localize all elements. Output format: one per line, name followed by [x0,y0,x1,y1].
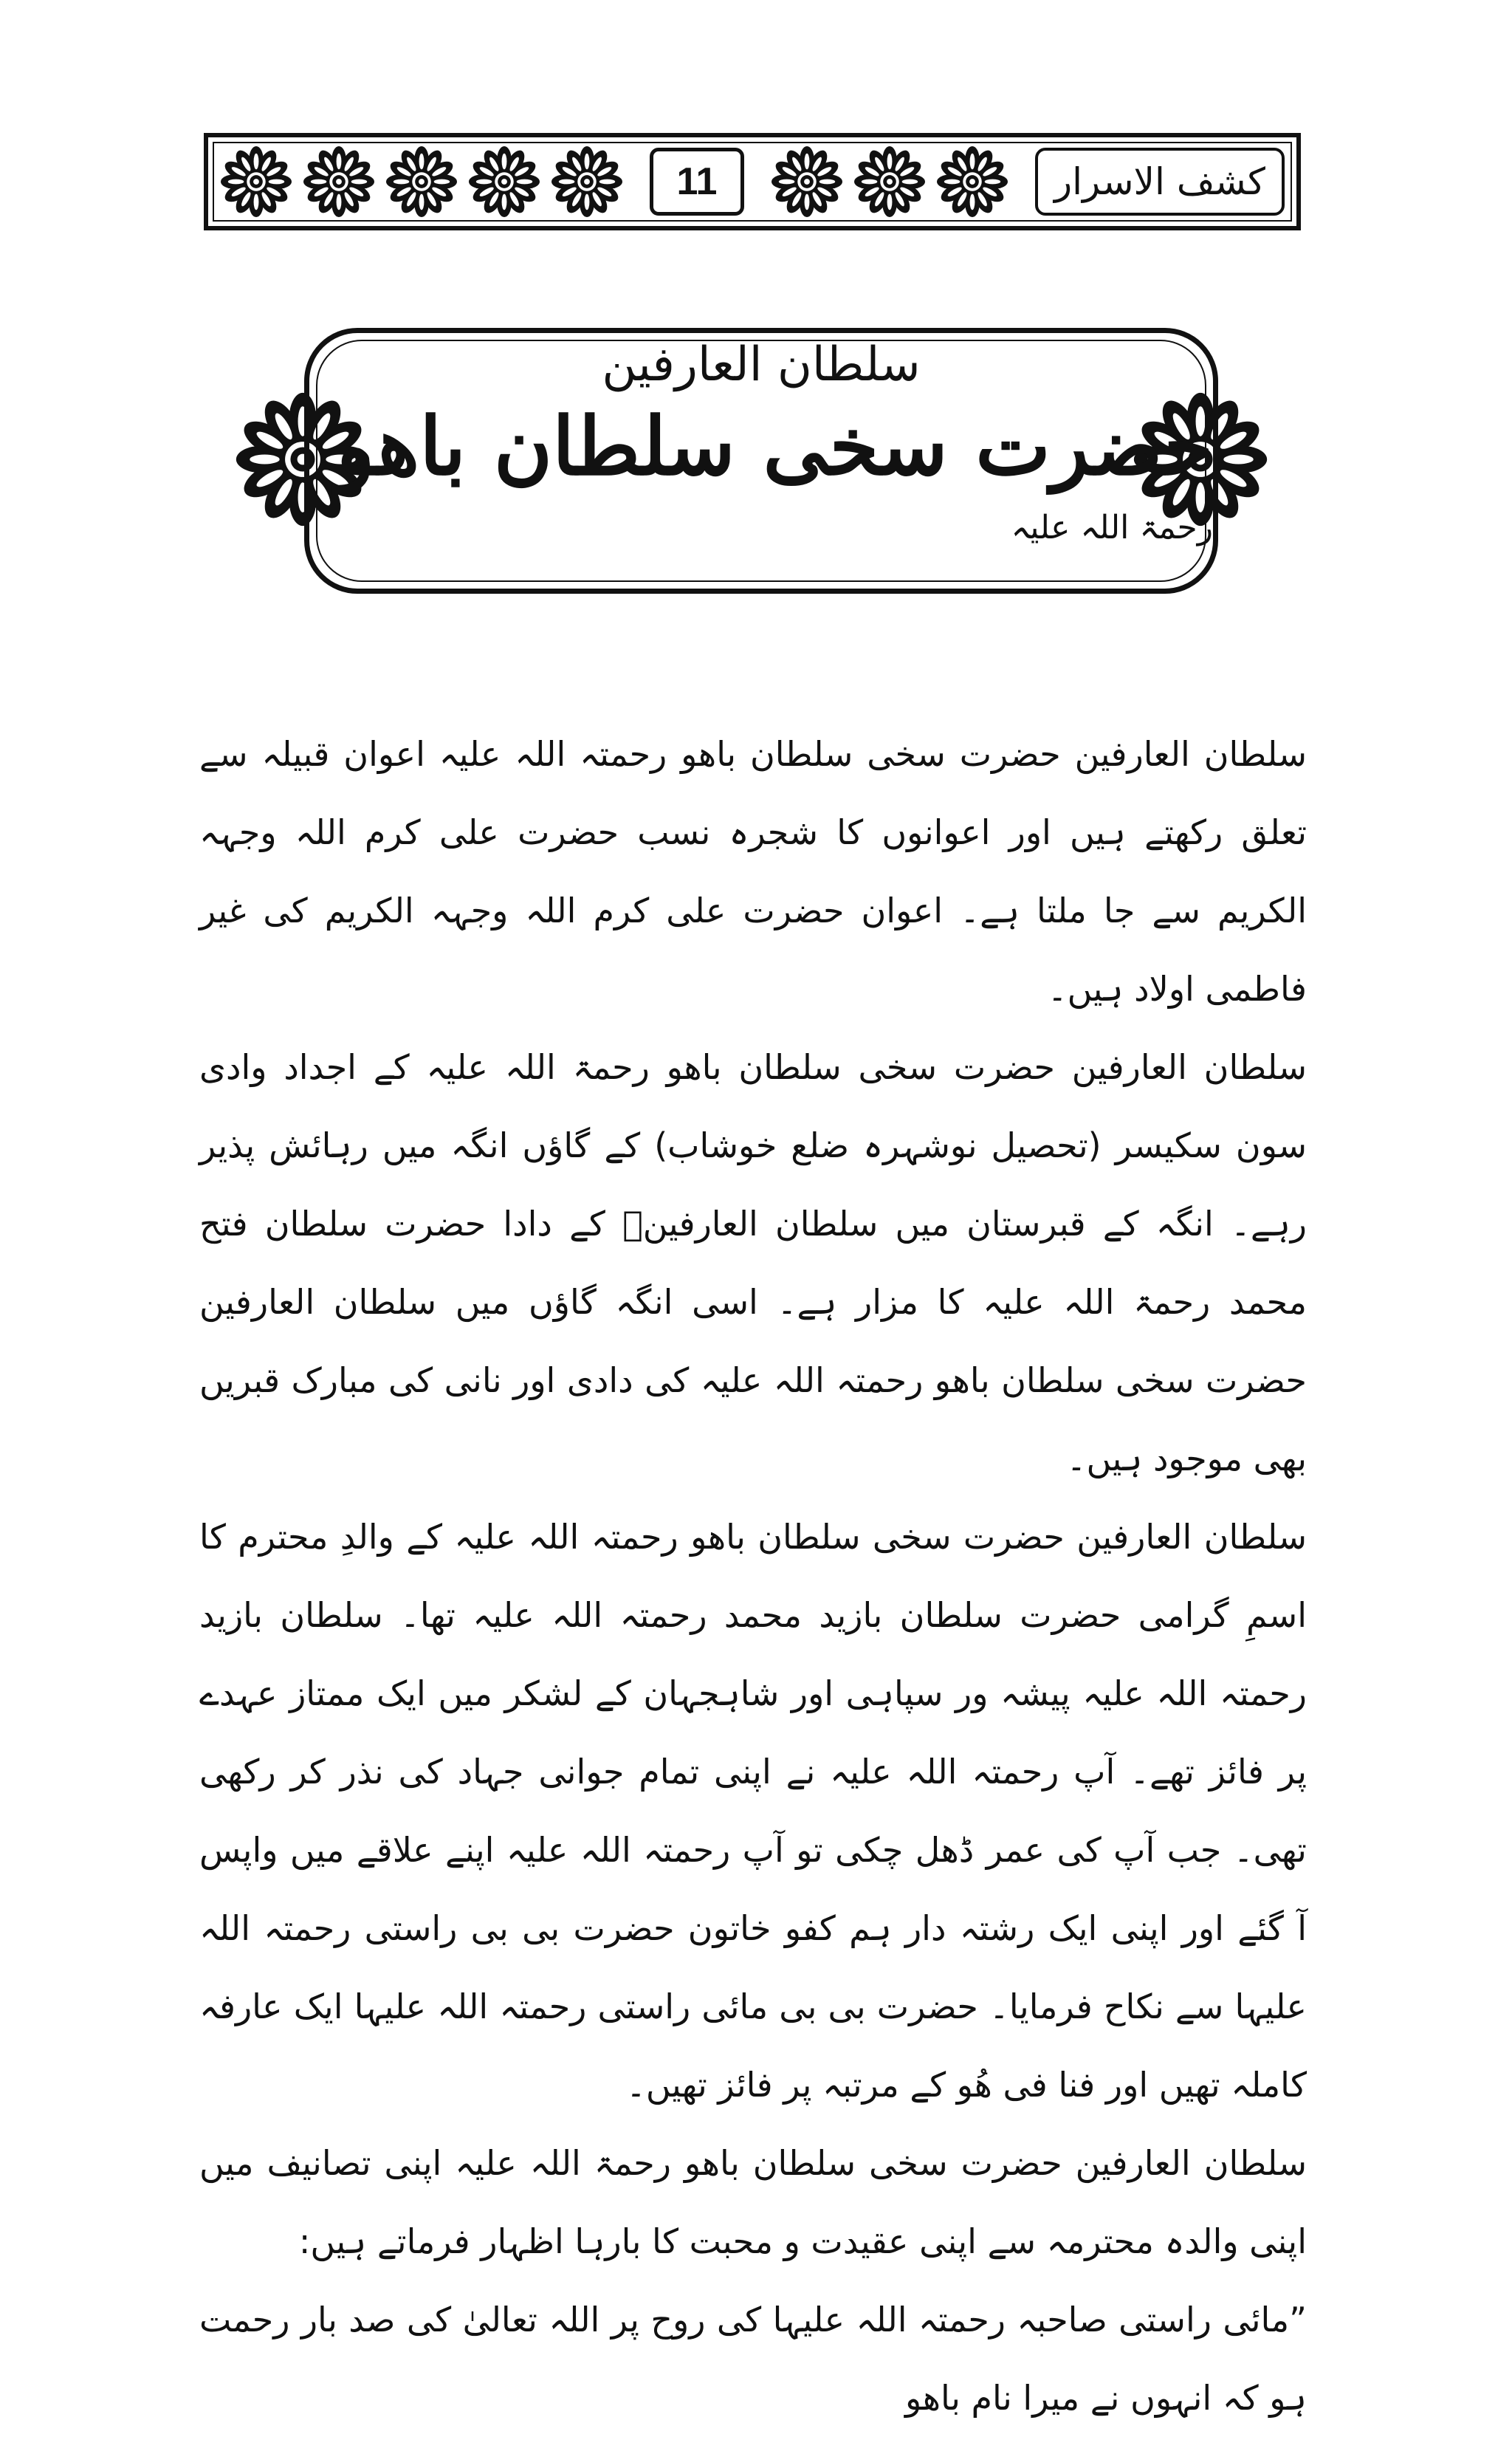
flower-ornament-icon [468,145,540,218]
chapter-title-banner [304,328,1218,594]
flower-ornament-icon [853,145,926,218]
book-title: کشف الاسرار [1035,148,1285,216]
paragraph: سلطان العارفین حضرت سخی سلطان باھو رحمتہ اللہ علیہ اعوان قبیلہ سے تعلق رکھتے ہیں اور اعوانوں کا شجرہ نسب حضرت علی کرم اللہ وجہہ الکریم سے جا ملتا ہے۔ اعوان حضرت علی کرم اللہ وجہہ الکریم کی غیر فاطمی اولاد ہیں۔ [199,734,1307,1009]
page-number: 11 [650,148,744,216]
header-ornaments-left [220,145,623,218]
chapter-title [309,401,1213,584]
chapter-subtitle: سلطان العارفین [602,337,921,393]
paragraph: ”مائی راستی صاحبہ رحمتہ اللہ علیہا کی روح پر اللہ تعالیٰ کی صد بار رحمت ہو کہ انہوں نے میرا نام باھو [199,2300,1307,2418]
page-header [204,133,1301,230]
chapter-title-honorific: رحمۃ اللہ علیہ [1011,509,1213,547]
paragraph: سلطان العارفین حضرت سخی سلطان باھو رحمۃ اللہ علیہ کے اجداد وادی سون سکیسر (تحصیل نوشہرہ ضلع خوشاب) کے گاؤں انگہ میں رہائش پذیر رہے۔ انگہ کے قبرستان میں سلطان العارفینؒ کے دادا حضرت سلطان فتح محمد رحمۃ اللہ علیہ کا مزار ہے۔ اسی انگہ گاؤں میں سلطان العارفین حضرت سخی سلطان باھو رحمتہ اللہ علیہ کی دادی اور نانی کی مبارک قبریں بھی موجود ہیں۔ [199,1047,1307,1478]
chapter-title-text: حضرت سخی سلطان باھو [336,400,1213,494]
flower-ornament-icon [936,145,1008,218]
flower-ornament-icon [220,145,292,218]
body-text [199,715,1307,2437]
flower-ornament-icon [551,145,623,218]
flower-ornament-icon [385,145,458,218]
flower-ornament-icon [771,145,843,218]
flower-ornament-icon [303,145,375,218]
header-ornaments-right [771,145,1008,218]
paragraph: سلطان العارفین حضرت سخی سلطان باھو رحمۃ اللہ علیہ اپنی تصانیف میں اپنی والدہ محترمہ سے اپنی عقیدت و محبت کا بارہا اظہار فرماتے ہیں: [199,2143,1307,2261]
paragraph: سلطان العارفین حضرت سخی سلطان باھو رحمتہ اللہ علیہ کے والدِ محترم کا اسمِ گرامی حضرت سلطان بازید محمد رحمتہ اللہ علیہ تھا۔ سلطان بازید رحمتہ اللہ علیہ پیشہ ور سپاہی اور شاہجہان کے لشکر میں ایک ممتاز عہدے پر فائز تھے۔ آپ رحمتہ اللہ علیہ نے اپنی تمام جوانی جہاد کی نذر کر رکھی تھی۔ جب آپ کی عمر ڈھل چکی تو آپ رحمتہ اللہ علیہ اپنے علاقے میں واپس آ گئے اور اپنی ایک رشتہ دار ہم کفو خاتون حضرت بی بی راستی رحمتہ اللہ علیہا سے نکاح فرمایا۔ حضرت بی بی مائی راستی رحمتہ اللہ علیہا ایک عارفہ کاملہ تھیں اور فنا فی ھُو کے مرتبہ پر فائز تھیں۔ [199,1517,1307,2105]
